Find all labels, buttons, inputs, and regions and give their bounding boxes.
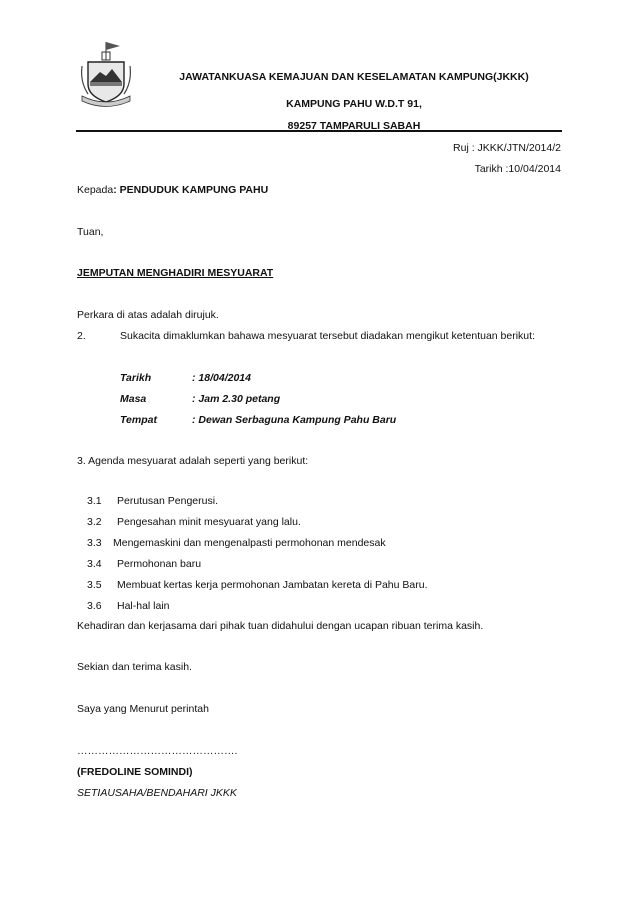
- letter-subject: JEMPUTAN MENGHADIRI MESYUARAT: [77, 267, 274, 279]
- recipient-value: : PENDUDUK KAMPUNG PAHU: [113, 184, 269, 196]
- agenda-item-text: Hal-hal lain: [117, 600, 170, 612]
- recipient: [77, 184, 268, 196]
- signature-line: ……………………………………….: [77, 745, 238, 757]
- signer-title: SETIAUSAHA/BENDAHARI JKKK: [77, 787, 237, 799]
- signer-name: (FREDOLINE SOMINDI): [77, 766, 193, 778]
- header-org-name: JAWATANKUASA KEMAJUAN DAN KESELAMATAN KAMPUNG(JKKK): [179, 71, 529, 83]
- header-divider: [76, 130, 562, 132]
- recipient-label: Kepada: [77, 184, 114, 196]
- agenda-item-number: 3.3: [87, 537, 102, 549]
- agenda-item-text: Permohonan baru: [117, 558, 202, 570]
- closing-paragraph: Kehadiran dan kerjasama dari pihak tuan didahului dengan ucapan ribuan terima kasih.: [77, 620, 484, 632]
- paragraph-2-text: Sukacita dimaklumkan bahawa mesyuarat tersebut diadakan mengikut ketentuan berikut:: [120, 330, 535, 342]
- agenda-item-number: 3.5: [87, 579, 102, 591]
- agenda-item-number: 3.4: [87, 558, 102, 570]
- header-address-line2: 89257 TAMPARULI SABAH: [287, 120, 421, 132]
- detail-value: : Dewan Serbaguna Kampung Pahu Baru: [192, 414, 397, 426]
- detail-label: Masa: [120, 393, 147, 405]
- paragraph-1: Perkara di atas adalah dirujuk.: [77, 309, 219, 321]
- agenda-intro: 3. Agenda mesyuarat adalah seperti yang berikut:: [77, 455, 309, 467]
- agenda-item-text: Pengesahan minit mesyuarat yang lalu.: [117, 516, 301, 528]
- agenda-item-number: 3.6: [87, 600, 102, 612]
- detail-value: : 18/04/2014: [192, 372, 251, 384]
- detail-label: Tarikh: [120, 372, 152, 384]
- closing-sign-off: Saya yang Menurut perintah: [77, 703, 209, 715]
- agenda-item-number: 3.1: [87, 495, 102, 507]
- agenda-item-number: 3.2: [87, 516, 102, 528]
- letter-date: Tarikh :10/04/2014: [474, 163, 561, 175]
- reference-number: Ruj : JKKK/JTN/2014/2: [453, 142, 561, 154]
- closing-thanks: Sekian dan terima kasih.: [77, 661, 192, 673]
- agenda-item-text: Mengemaskini dan mengenalpasti permohonan mendesak: [113, 537, 386, 549]
- paragraph-2-number: 2.: [77, 330, 86, 342]
- detail-value: : Jam 2.30 petang: [192, 393, 281, 405]
- agenda-item-text: Membuat kertas kerja permohonan Jambatan kereta di Pahu Baru.: [117, 579, 428, 591]
- crest-logo: [78, 38, 134, 108]
- salutation: Tuan,: [77, 226, 104, 238]
- detail-label: Tempat: [120, 414, 157, 426]
- header-address-line1: KAMPUNG PAHU W.D.T 91,: [286, 98, 422, 110]
- agenda-item-text: Perutusan Pengerusi.: [117, 495, 218, 507]
